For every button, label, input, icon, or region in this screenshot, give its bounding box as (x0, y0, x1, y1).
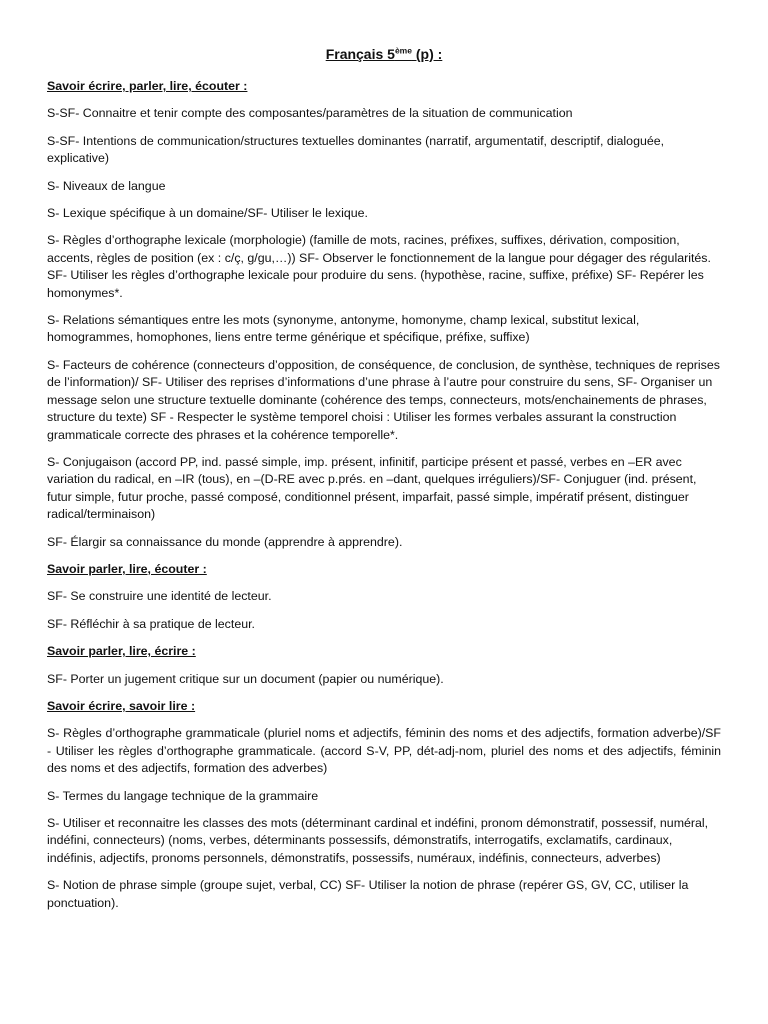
paragraph: S- Conjugaison (accord PP, ind. passé simple, imp. présent, infinitif, participe présent et passé, verbes en –ER avec variation du radical, en –IR (tous), en –(D-RE avec p.prés. en –dant, quelques irréguliers)/SF- Conjuguer (ind. présent, futur simple, futur proche, passé composé, conditionnel présent, imparfait, passé simple, impératif présent, distinguer radical/terminaison) (47, 454, 697, 522)
paragraph: S-SF- Connaitre et tenir compte des composantes/paramètres de la situation de communication (47, 106, 573, 121)
paragraph: S- Règles d’orthographe grammaticale (pluriel noms et adjectifs, féminin des noms et des adjectifs, formation adverbe)/SF - Utiliser les règles d’orthographe grammaticale. (accord S-V, PP, dét-adj-nom, pluriel des noms et des adjectifs, féminin des noms et des adjectifs, formation des adverbes) (47, 726, 721, 776)
paragraph: S- Termes du langage technique de la grammaire (47, 788, 319, 803)
section-heading: Savoir parler, lire, écouter : (47, 561, 207, 576)
document-page (47, 44, 721, 922)
paragraph: S- Facteurs de cohérence (connecteurs d’opposition, de conséquence, de conclusion, de synthèse, techniques de reprises de l’information)/ SF- Utiliser des reprises d’informations d’une phrase à l’autre pour construire du sens, SF- Organiser un message selon une structure textuelle dominante (cohérence des temps, connecteurs, mots/enchainements de phrases, structure du texte) SF - Respecter le système temporel choisi : Utiliser les formes verbales assurant la construction grammaticale correcte des phrases et la cohérence temporelle*. (47, 357, 720, 442)
paragraph: S- Utiliser et reconnaitre les classes des mots (déterminant cardinal et indéfini, pronom démonstratif, possessif, numéral, indéfini, connecteurs) (noms, verbes, déterminants possessifs, démonstratifs, interrogatifs, exclamatifs, cardinaux, indéfinis, adjectifs, pronoms personnels, démonstratifs, possessifs, numéraux, indéfinis, connecteurs, adverbes) (47, 816, 709, 865)
section-heading: Savoir écrire, savoir lire : (47, 698, 196, 713)
paragraph: SF- Élargir sa connaissance du monde (apprendre à apprendre). (47, 534, 403, 549)
paragraph: SF- Réfléchir à sa pratique de lecteur. (47, 616, 255, 631)
paragraph: S- Niveaux de langue (47, 178, 166, 193)
paragraph: S- Lexique spécifique à un domaine/SF- Utiliser le lexique. (47, 206, 368, 221)
document-body (47, 78, 721, 912)
paragraph: SF- Porter un jugement critique sur un document (papier ou numérique). (47, 671, 444, 686)
paragraph: SF- Se construire une identité de lecteur. (47, 589, 272, 604)
paragraph: S- Règles d’orthographe lexicale (morphologie) (famille de mots, racines, préfixes, suffixes, dérivation, composition, accents, règles de position (ex : c/ç, g/gu,…)) SF- Observer le fonctionnement de la langue pour dégager des régularités. SF- Utiliser les règles d’orthographe lexicale pour produire du sens. (hypothèse, racine, suffixe, préfixe) SF- Repérer les homonymes*. (47, 233, 711, 300)
paragraph: S- Relations sémantiques entre les mots (synonyme, antonyme, homonyme, champ lexical, substitut lexical, homogrammes, homophones, liens entre terme générique et spécifique, préfixe, suffixe) (47, 313, 640, 345)
paragraph: S- Notion de phrase simple (groupe sujet, verbal, CC) SF- Utiliser la notion de phrase (repérer GS, GV, CC, utiliser la ponctuation). (47, 878, 689, 910)
title-text: Français 5 (325, 46, 395, 62)
title-suffix: (p) : (411, 46, 443, 62)
page-title (47, 44, 721, 64)
section-heading: Savoir écrire, parler, lire, écouter : (47, 79, 248, 93)
paragraph: S-SF- Intentions de communication/structures textuelles dominantes (narratif, argumentatif, descriptif, dialoguée, explicative) (47, 133, 665, 166)
title-superscript: ème (394, 45, 412, 56)
section-heading: Savoir parler, lire, écrire : (47, 644, 196, 659)
